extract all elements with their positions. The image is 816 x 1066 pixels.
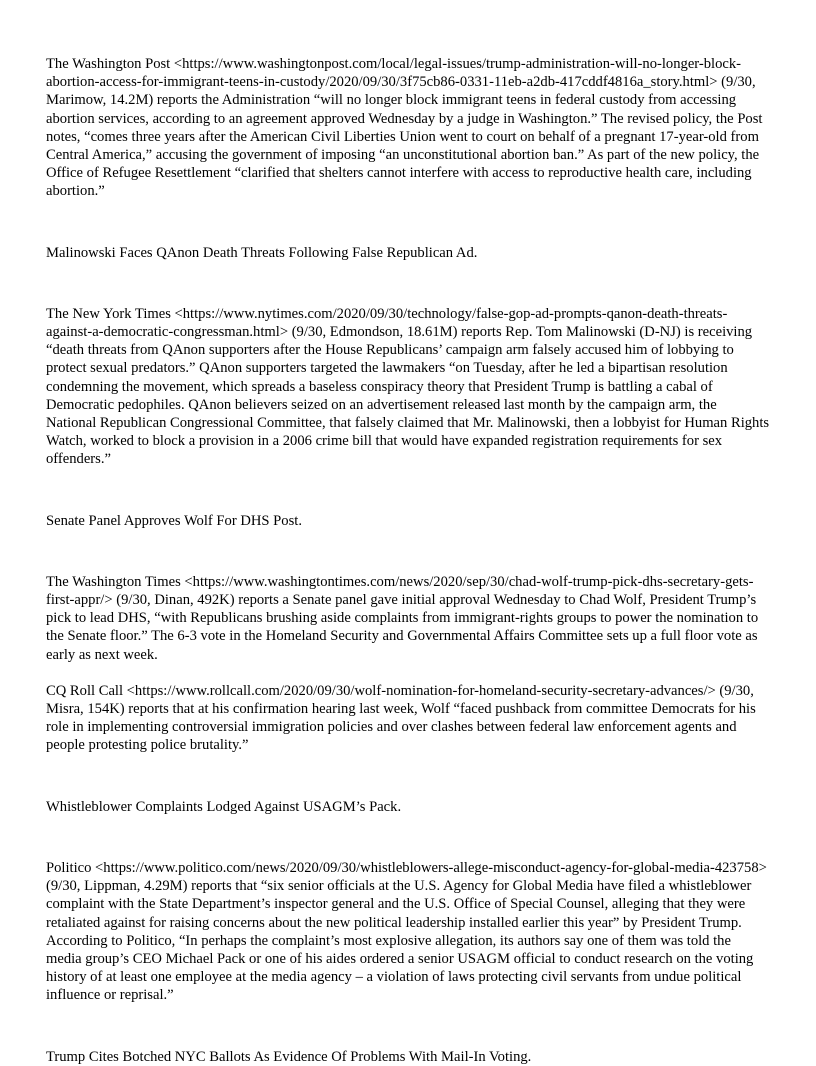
article-headline: Senate Panel Approves Wolf For DHS Post.	[46, 512, 302, 529]
article-paragraph: Politico <https://www.politico.com/news/2020/09/30/whistleblowers-allege-misconduct-agency-for-global-media-423758> (9/30, Lippman, 4.29M) reports that “six senior officials at the U.S. Agency for Global Media have filed a whistleblower complaint with the State Department’s inspector general and the U.S. Office of Special Counsel, alleging that they were retaliated against for raising concerns about the new political leadership installed earlier this year” by President Trump. According to Politico, “In perhaps the complaint’s most explosive allegation, its authors say one of them was told the media group’s CEO Michael Pack or one of his aides ordered a senior USAGM official to conduct research on the voting history of at least one employee at the media agency – a violation of laws protecting civil servants from undue political influence or reprisal.”	[46, 859, 767, 1004]
article-headline: Trump Cites Botched NYC Ballots As Evidence Of Problems With Mail-In Voting.	[46, 1048, 532, 1065]
article-paragraph: CQ Roll Call <https://www.rollcall.com/2020/09/30/wolf-nomination-for-homeland-security-secretary-advances/> (9/30, Misra, 154K) reports that at his confirmation hearing last week, Wolf “faced pushback from committee Democrats for his role in implementing controversial immigration policies and over clashes between federal law enforcement agents and people protesting police brutality.”	[46, 682, 756, 754]
article-headline: Malinowski Faces QAnon Death Threats Following False Republican Ad.	[46, 244, 478, 261]
article-paragraph: The Washington Post <https://www.washingtonpost.com/local/legal-issues/trump-administration-will-no-longer-block-abortion-access-for-immigrant-teens-in-custody/2020/09/30/3f75cb86-0331-11eb-a2db-417cddf4816a_story.html> (9/30, Marimow, 14.2M) reports the Administration “will no longer block immigrant teens in federal custody from accessing abortion services, according to an agreement approved Wednesday by a judge in Washington.” The revised policy, the Post notes, “comes three years after the American Civil Liberties Union went to court on behalf of a pregnant 17-year-old from Central America,” accusing the government of imposing “an unconstitutional abortion ban.” As part of the new policy, the Office of Refugee Resettlement “clarified that shelters cannot interfere with access to reproductive health care, including abortion.”	[46, 56, 763, 200]
article-paragraph: The New York Times <https://www.nytimes.com/2020/09/30/technology/false-gop-ad-prompts-qanon-death-threats-against-a-democratic-congressman.html> (9/30, Edmondson, 18.61M) reports Rep. Tom Malinowski (D-NJ) is receiving “death threats from QAnon supporters after the House Republicans’ campaign arm falsely accused him of lobbying to protect sexual predators.” QAnon supporters targeted the lawmakers “on Tuesday, after he led a bipartisan resolution condemning the movement, which spreads a baseless conspiracy theory that President Trump is battling a cabal of Democratic pedophiles. QAnon believers seized on an advertisement released last month by the campaign arm, the National Republican Congressional Committee, that falsely claimed that Mr. Malinowski, then a lobbyist for Human Rights Watch, worked to block a provision in a 2006 crime bill that would have expanded registration requirements for sex offenders.”	[46, 305, 770, 468]
article-headline: Whistleblower Complaints Lodged Against USAGM’s Pack.	[46, 798, 402, 815]
article-paragraph: The Washington Times <https://www.washingtontimes.com/news/2020/sep/30/chad-wolf-trump-pick-dhs-secretary-gets-first-appr/> (9/30, Dinan, 492K) reports a Senate panel gave initial approval Wednesday to Chad Wolf, President Trump’s pick to lead DHS, “with Republicans brushing aside complaints from immigrant-rights groups to power the nomination to the Senate floor.” The 6-3 vote in the Homeland Security and Governmental Affairs Committee sets up a full floor vote as early as next week.	[46, 573, 759, 663]
